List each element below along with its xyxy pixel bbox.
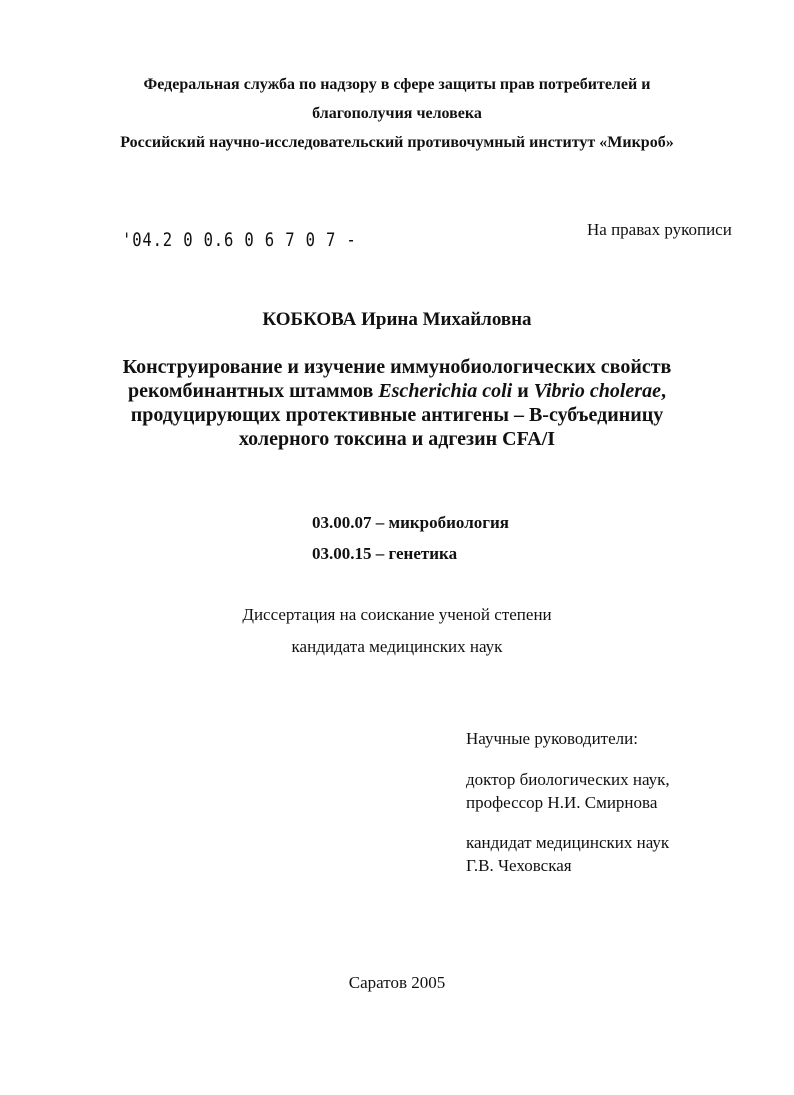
title-line-3: продуцирующих протективные антигены – В-субъединицу	[130, 404, 664, 426]
org-line-3: Российский научно-исследовательский противочумный институт «Микроб»	[120, 134, 674, 151]
supervisor-2-name: Г.В. Чеховская	[466, 856, 572, 875]
title-line-2	[0, 379, 794, 403]
title-line-2-conjunction: и	[512, 380, 534, 402]
species-vibrio-cholerae: Vibrio cholerae	[533, 380, 661, 402]
title-line-1: Конструирование и изучение иммунобиологических свойств	[122, 356, 672, 378]
author-name: КОБКОВА Ирина Михайловна	[262, 309, 532, 330]
title-line-2-prefix: рекомбинантных штаммов	[128, 380, 379, 402]
supervisor-1	[466, 768, 670, 814]
dissertation-title	[0, 355, 794, 451]
title-line-4: холерного токсина и адгезин CFA/I	[238, 428, 556, 450]
species-escherichia-coli: Escherichia coli	[378, 380, 513, 402]
supervisor-2-degree: кандидат медицинских наук	[466, 833, 670, 852]
supervisors-heading: Научные руководители:	[466, 729, 638, 748]
supervisor-1-name: профессор Н.И. Смирнова	[466, 793, 658, 812]
degree-line-2: кандидата медицинских наук	[291, 637, 503, 656]
city-year: Саратов 2005	[348, 973, 446, 992]
supervisor-1-degree: доктор биологических наук,	[466, 770, 670, 789]
specialty-microbiology: 03.00.07 – микробиология	[312, 513, 509, 532]
stamp-number: '04.2 0 0.6 0 6 7 0 7 -	[122, 229, 357, 251]
title-line-2-suffix: ,	[660, 380, 666, 402]
org-line-2: благополучия человека	[312, 105, 482, 122]
degree-line-1: Диссертация на соискание ученой степени	[242, 605, 552, 624]
org-line-1: Федеральная служба по надзору в сфере защиты прав потребителей и	[143, 76, 651, 93]
specialty-genetics: 03.00.15 – генетика	[312, 544, 458, 563]
manuscript-note: На правах рукописи	[587, 220, 732, 239]
supervisor-2	[466, 831, 669, 877]
